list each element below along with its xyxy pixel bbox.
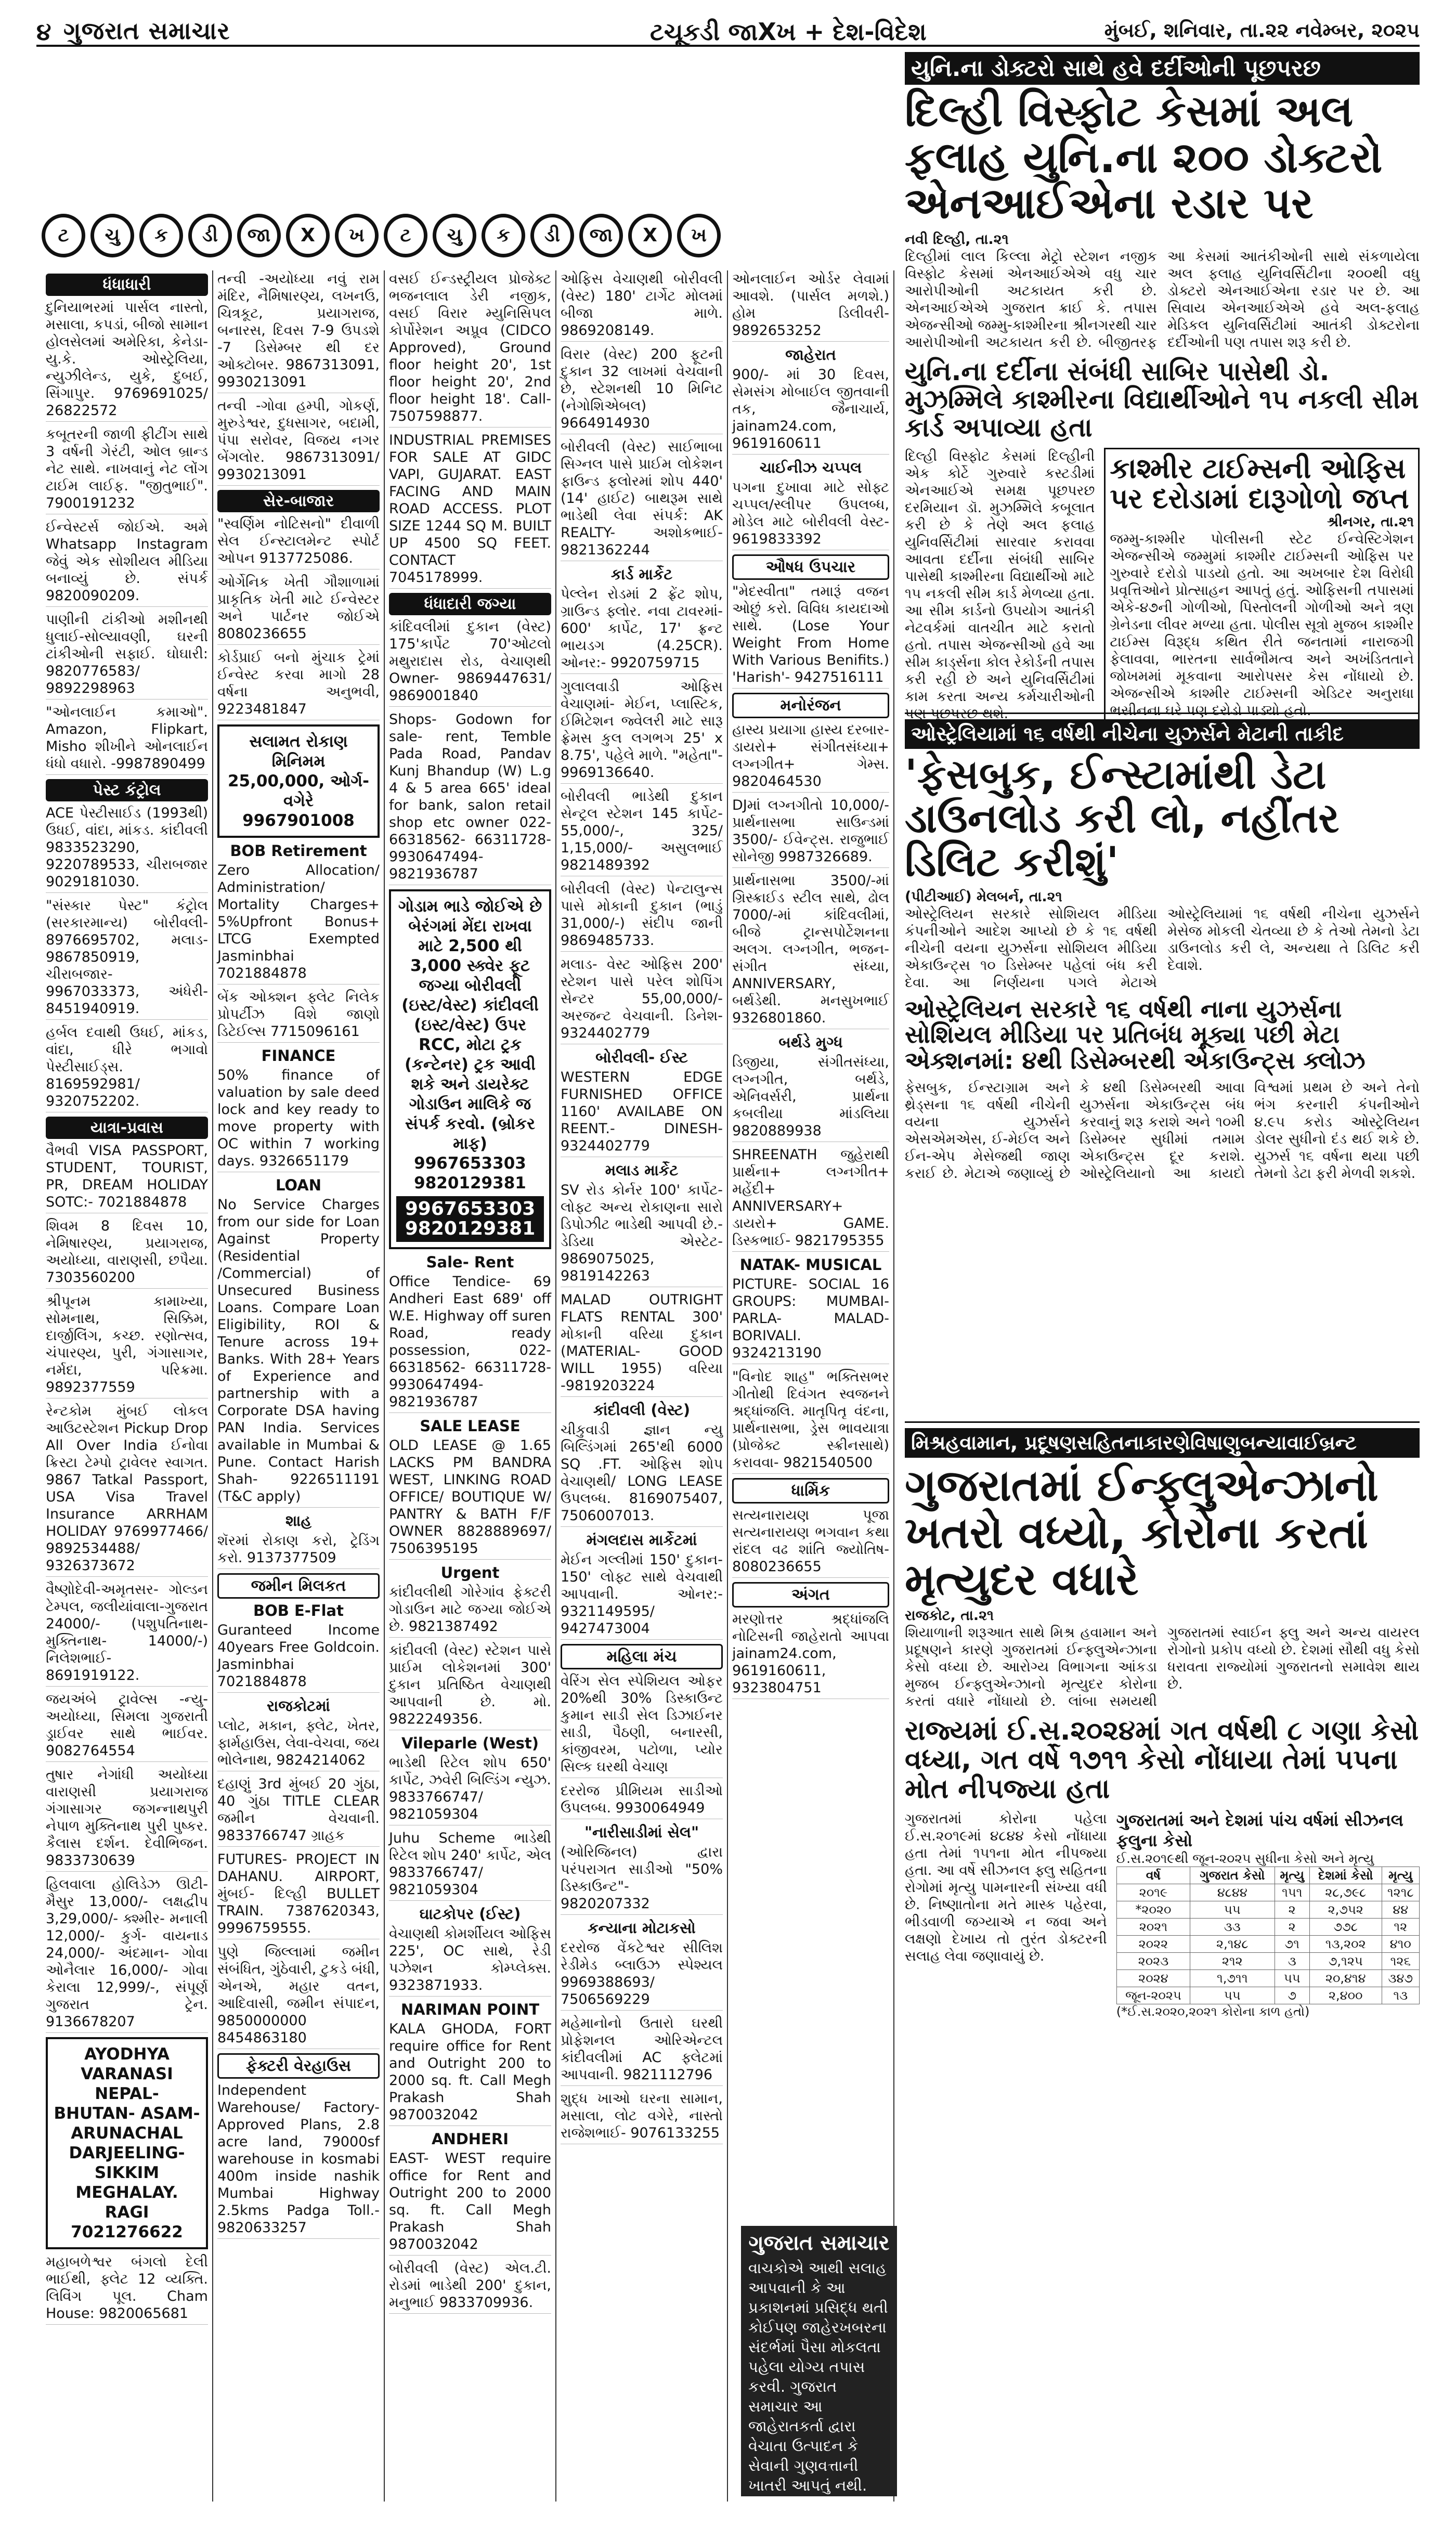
table-cell: ૧૨૧૮ — [1382, 1884, 1419, 1901]
classified-ad: વૈષ્ણોદેવી-અમૃતસર- ગોલ્ડન ટેમ્પલ, જલીયાંવાલા-ગુજરાત 24000/- (પશુપતિનાથ- મુક્તિનાથ- 14000/-) નિલેશભાઈ- 8691919122. — [46, 1581, 208, 1687]
table-cell: ૫૫ — [1190, 1901, 1275, 1918]
classified-ad: 900/- માં 30 દિવસ, સેમસંગ મોબાઈલ જીતવાની તક, જૈનાચાર્ય, jainam24.com, 9619160611 — [732, 366, 889, 455]
classified-ad: રેન્ટકોમ મુંબઈ લોકલ આઉટસ્ટેશન Pickup Drop All Over India ઈનોવા ક્રિસ્ટા ટેમ્પો ટ્રાવેલર સ્વાગત. 9867 Tatkal Passport, USA Visa Travel Insurance ARRHAM HOLIDAY 9769977466/ 9892534488/ 9326373672 — [46, 1403, 208, 1577]
table-header: મૃત્યુ — [1275, 1867, 1309, 1884]
classified-ad: હર્બલ દવાથી ઉધઈ, માંકડ, વાંદા, ધીરે ભગાવો પેસ્ટીસાઈડ્સ. 8169592981/ 9320752202. — [46, 1024, 208, 1112]
story-body: દિલ્હી વિસ્ફોટ કેસમાં દિલ્હીની એક કોર્ટે ગુરુવારે કસ્ટડીમાં એનઆઈએ સમક્ષ પૂછપરછ દરમિયાન ડૉ. મુઝમ્મિલે કબૂલાત કરી છે કે તેણે અલ ફલાહ યુનિવર્સિટીમાં સારવાર કરાવવા આવતા દર્દીના સંબંધી સાબિર પાસેથી કાશ્મીરના વિદ્યાર્થીઓ માટે ૧૫ નકલી સીમ કાર્ડ મેળવ્યા હતા. આ સીમ કાર્ડનો ઉપયોગ આતંકી નેટવર્કમાં વાતચીત માટે કરાતો હતો. તપાસ એજન્સીઓ હવે આ સીમ કાર્ડ્સના કોલ રેકોર્ડની તપાસ કરી રહી છે અને યુનિવર્સિટીમાં કામ કરતા અન્ય કર્મચારીઓની પણ પૂછપરછ થશે. — [905, 448, 1095, 722]
table-cell: ૧૨૬ — [1382, 1952, 1419, 1969]
box-title: BOB E-Flat — [253, 1602, 344, 1619]
table-row — [1116, 1987, 1419, 2004]
classified-ad: તન્વી -ગોવા હમ્પી, ગોકર્ણ, મુરુડેશ્વર, દુધસાગર, બદામી, પંપા સરોવર, વિજય નગર બેંગલોર. 9867313091/ 9930213091 — [217, 397, 380, 486]
classified-ad: વિરાર (વેસ્ટ) 200 ફૂટની દુકાન 32 લાખમાં વેચવાની છે, સ્ટેશનથી 10 મિનિટ (નેગોશિએબલ) 9664914930 — [561, 346, 723, 434]
story-body: દિલ્હીમાં લાલ કિલ્લા મેટ્રો સ્ટેશન નજીક વિસ્ફોટ કેસમાં એનઆઈએએ વધુ ચાર આરોપીઓની અટકાયત કરી છે. એનઆઈએએ ગુજરાત ક્રાઈ કે. તપાસ એજન્સીઓ જમ્મુ-કાશ્મીરના શ્રીનગરથી ચાર આરોપીઓની અટકાયત કરી છે. બીજીતરફ આ કેસમાં આતંકીઓની સાથે સંકળાયેલા અલ ફલાહ યુનિવર્સિટીના ૨૦૦થી વધુ ડોક્ટરો એનઆઈએના રડાર પર છે. આ સિવાય એનઆઈએએ હવે અલ-ફલાહ મેડિકલ યુનિવર્સિટીમાં આતંકી ડોક્ટરોના દર્દીઓની પણ તપાસ શરૂ કરી છે. — [905, 248, 1420, 351]
table-cell: ૨૦૧૯ — [1116, 1884, 1190, 1901]
news-story-4 — [905, 1428, 1420, 2499]
classified-ad: શિવમ 8 દિવસ 10, નેમિષારણ્ય, પ્રયાગરાજ, અયોધ્યા, વારાણસી, છપૈયા. 7303560200 — [46, 1217, 208, 1289]
table-cell: ૧૫૧ — [1275, 1884, 1309, 1901]
story-headline: 'ફેસબુક, ઈન્સ્ટામાંથી ડેટા ડાઉનલોડ કરી લો, નહીંતર ડિલિટ કરીશું' — [905, 751, 1340, 886]
category-header: ધંધાધારી — [46, 274, 208, 296]
table-cell: *૨૦૨૦ — [1116, 1901, 1190, 1918]
classified-ad: ઓફિસ વેચાણથી બોરીવલી (વેસ્ટ) 180' ટાર્ગેટ મોલમાં બીજા માળે. 9869208149. — [561, 270, 723, 342]
story-dateline: શ્રીનગર, તા.૨૧ — [1327, 514, 1414, 530]
category-header: Vileparle (West) — [401, 1734, 539, 1752]
banner-letter: X — [286, 214, 330, 257]
godown-box-ad — [389, 889, 551, 1249]
classified-ad: Independent Warehouse/ Factory- Approved Plans, 2.8 acre land, 79000sf warehouse in kosmabi 400m inside nashik Mumbai Highway 2.5kms Padga Toll.- 9820633257 — [217, 2082, 380, 2239]
category-header: કન્યાના મોટાકસો — [588, 1919, 696, 1937]
classified-column-3 — [385, 270, 556, 2502]
classified-ad: બોરીવલી ભાડેથી દુકાન સેન્ટ્રલ સ્ટેશન 145 કાર્પેટ- 55,000/-, 325/ 1,15,000/- અસુલભાઈ 9821489392 — [561, 788, 723, 876]
category-header: LOAN — [275, 1176, 322, 1194]
banner-letter: ચુ — [433, 214, 476, 257]
table-note: (*ઈ.સ.૨૦૨૦,૨૦૨૧ કોરોના કાળ હતો) — [1116, 2004, 1310, 2019]
story-kicker: યુનિ.ના ડોક્ટરો સાથે હવે દર્દીઓની પૂછપરછ — [905, 52, 1420, 85]
table-row — [1116, 1969, 1419, 1987]
banner-letter: જા — [579, 214, 623, 257]
table-header: દેશમાં કેસો — [1309, 1867, 1382, 1884]
table-cell: ૭,૧૨૫ — [1309, 1952, 1382, 1969]
table-cell: ૭ — [1275, 1987, 1309, 2004]
issue-date: મુંબઈ, શનિવાર, તા.૨૨ નવેમ્બર, ૨૦૨૫ — [1104, 19, 1420, 42]
story-headline: દિલ્હી વિસ્ફોટ કેસમાં અલ ફલાહ યુનિ.ના ૨૦૦ ડોક્ટરો એનઆઈએના રડાર પર — [905, 87, 1383, 229]
classified-ad: હાસ્ય પ્રયાગા હાસ્ય દરબાર- ડાયરો+ સંગીતસંધ્યા+ લગ્નગીત+ ગેમ્સ. 9820464530 — [732, 721, 889, 793]
banner-letter: ક — [139, 214, 183, 257]
classified-ad: FUTURES- PROJECT IN DAHANU. AIRPORT, મુંબઈ- દિલ્હી BULLET TRAIN. 7387620343, 9996759555. — [217, 1851, 380, 1939]
classified-ad: No Service Charges from our side for Loan Against Property (Residential /Commercial) of Unsecured Business Loans. Compare Loan Eligibility, ROI & Tenure across 19+ Banks. With 28+ Years of Experience and partnership with a Corporate DSA having PAN India. Services available in Mumbai & Pune. Contact Harish Shah- 9226511191 (T&C apply) — [217, 1196, 380, 1508]
category-header: SALE LEASE — [420, 1417, 521, 1435]
banner-letter: ક — [482, 214, 525, 257]
classified-ad: વૈભવી VISA PASSPORT, STUDENT, TOURIST, PR, DREAM HOLIDAY SOTC:- 7021884878 — [46, 1142, 208, 1213]
table-cell: ૭૭૮ — [1309, 1918, 1382, 1935]
masthead — [36, 16, 1420, 47]
classified-columns — [42, 270, 894, 2502]
classified-ad: દરરોજ પ્રીમિયમ સાડીઓ ઉપલબ્ધ. 9930064949 — [561, 1782, 723, 1819]
table-cell: ૪૪ — [1382, 1901, 1419, 1918]
section-title: ટચૂકડી જાXખ + દેશ-વિદેશ — [650, 18, 927, 46]
table-cell: ૩ — [1275, 1952, 1309, 1969]
story-body: ગુજરાતમાં કોરોના પહેલા ઈ.સ.૨૦૧૯માં ૪૮૪૪ કેસો નોંધાયા હતા તેમાં ૧૫૧ના મોત નીપજ્યા હતા. આ વર્ષે સીઝનલ ફ્લુ સહિતના રોગોમાં મૃત્યુ પામનારની સંખ્યા વધી છે. નિષ્ણાતોના મતે માસ્ક પહેરવા, ભીડવાળી જગ્યાએ ન જવા અને લક્ષણો દેખાય તો તુરંત ડોક્ટરની સલાહ લેવા જણાવાયું છે. — [905, 1810, 1107, 1964]
table-cell: ૭૧ — [1275, 1935, 1309, 1952]
banner-letter: ચુ — [90, 214, 134, 257]
table-cell: ૩૪૭ — [1382, 1969, 1419, 1987]
story-body: ફેસબુક, ઈન્સ્ટાગ્રામ અને થ્રેડ્સના ૧૬ વર્ષથી નીચેની વયના યુઝર્સને એસએમએસ, ઈ-મેઈલ અને ઈન-એપ મેસેજથી જાણ કરાઈ છે. મેટાએ જણાવ્યું છે કે ૪થી ડિસેમ્બરથી આવા યુઝર્સના એકાઉન્ટ્સ બંધ કરવાનું શરૂ કરાશે અને ૧૦મી ડિસેમ્બર સુધીમાં તમામ એકાઉન્ટ્સ દૂર કરાશે. ઓસ્ટ્રેલિયાનો આ કાયદો વિશ્વમાં પ્રથમ છે અને તેનો ભંગ કરનારી કંપનીઓને ૪.૯૫ કરોડ ઓસ્ટ્રેલિયન ડોલર સુધીનો દંડ થઈ શકે છે. યુઝર્સ ૧૬ વર્ષના થયા પછી તેમનો ડેટા ફરી મેળવી શકશે. — [905, 1079, 1420, 1182]
category-header: મહિલા મંચ — [561, 1644, 723, 1669]
banner-letter: ટ — [42, 214, 85, 257]
category-header: ધાર્મિક — [732, 1478, 889, 1504]
classified-ad: કાંદીવલીથી ગોરેગાંવ ફેક્ટરી ગોડાઉન માટે જગ્યા જોઈએ છે. 9821387492 — [389, 1584, 551, 1638]
table-row — [1116, 1952, 1419, 1969]
classified-ad: PICTURE- SOCIAL 16 GROUPS: MUMBAI- PARLA- MALAD- BORIVALI. 9324213190 — [732, 1276, 889, 1364]
classified-ad: જયઅંબે ટ્રાવેલ્સ -ન્યુ-અયોધ્યા, સિમલા ગુજરાતી ડ્રાઈવર સાથે ભાઈવર. 9082764554 — [46, 1691, 208, 1762]
classified-ad: બોરીવલી (વેસ્ટ) પેન્ટાલુન્સ પાસે મોકાની દુકાન (ભાડું 31,000/-) સંદીપ જાની 9869485733. — [561, 880, 723, 952]
story-body: શિયાળાની શરૂઆત સાથે મિશ્ર હવામાન અને પ્રદૂષણને કારણે ગુજરાતમાં ઈન્ફ્લુએન્ઝાના કેસો વધ્યા છે. આરોગ્ય વિભાગના આંકડા મુજબ ઈન્ફ્લુએન્ઝાનો મૃત્યુદર કોરોના કરતાં વધારે નોંધાયો છે. લાંબા સમયથી ગુજરાતમાં સ્વાઈન ફ્લુ અને અન્ય વાયરલ રોગોનો પ્રકોપ વધ્યો છે. દેશમાં સૌથી વધુ કેસો ધરાવતા રાજ્યોમાં ગુજરાતનો સમાવેશ થાય છે. — [905, 1625, 1420, 1710]
classified-ad: વેચાણથી કોમર્શીયલ ઓફિસ 225', OC સાથે, રેડી પઝેશન કોમ્પ્લેક્સ. 9323871933. — [389, 1925, 551, 1997]
table-cell: ૨,૧૪૮ — [1190, 1935, 1275, 1952]
category-header: "નારીસાડીમાં સેલ" — [584, 1823, 699, 1841]
category-header: પેસ્ટ કંટ્રોલ — [46, 779, 208, 801]
table-cell: ૨૮,૭૯૮ — [1309, 1884, 1382, 1901]
story-body: જમ્મુ-કાશ્મીર પોલીસની સ્ટેટ ઈન્વેસ્ટિગેશન એજન્સીએ જમ્મુમાં કાશ્મીર ટાઈમ્સની ઓફિસ પર ગુરુવારે દરોડો પાડયો હતો. આ અખબાર દેશ વિરોધી પ્રવૃત્તિઓને પ્રોત્સાહન આપતું હતું. ઓફિસની તપાસમાં એકે-૪૭ની ગોળીઓ, પિસ્તોલની ગોળીઓ અને ત્રણ ગ્રેનેડના લીવર મળ્યા હતા. પોલીસ સૂત્રો મુજબ કાશ્મીર ટાઈમ્સ વિરૂદ્ધ કથિત રીતે જનતામાં નારાજગી ફેલાવવા, ભારતના સાર્વભૌમત્વ અને અખંડિતતાને જોખમમાં મૂકવાના આરોપસર કેસ નોંધાયો છે. એજન્સીએ કાશ્મીર ટાઈમ્સની એડિટર અનુરાધા ભસીનના ઘરે પણ દરોડો પાડ્યો હતો. — [1110, 531, 1414, 719]
classified-ad: તુષાર નેગાંધી અયોધ્યા વારાણસી પ્રયાગરાજ ગંગાસાગર જગન્નાથપુરી નેપાળ મુક્તિનાથ પુરી પુષ્કર. કૈલાસ દર્શન. દેવીભિજન. 9833730639 — [46, 1766, 208, 1872]
classified-ad: બોરીવલી (વેસ્ટ) સાઈભાબા સિગ્નલ પાસે પ્રાઈમ લોકેશન ફાઉન્ડ ફલોરમાં શોપ 440' (14' હાઈટ) બાથરૂમ સાથે ભાડેથી લેવા સંપર્ક: AK REALTY- અશોકભાઈ- 9821362244 — [561, 438, 723, 561]
classified-ad: બેંક ઓક્શન ફ્લેટ નિલેક પ્રોપર્ટીઝ વિશે જાણો ડિટેઈલ્સ 7715096161 — [217, 989, 380, 1043]
travel-box-ad: AYODHYA VARANASI NEPAL- BHUTAN- ASAM- ARUNACHAL DARJEELING- SIKKIM MEGHALAY. RAGI 7021276622 — [46, 2037, 208, 2249]
notice-text: વાચકોએ આથી સલાહ આપવાની કે આ પ્રકાશનમાં પ્રસિદ્ધ થતી કોઈપણ જાહેરખબરના સંદર્ભમાં પૈસા મોકલતા પહેલા યોગ્ય તપાસ કરવી. ગુજરાત સમાચાર આ જાહેરાતકર્તા દ્વારા વેચાતા ઉત્પાદન કે સેવાની ગુણવત્તાની ખાતરી આપતું નથી. — [748, 2259, 888, 2494]
table-cell: ૧૨ — [1382, 1918, 1419, 1935]
classified-ad: SV રોડ કોર્નર 100' કાર્પેટ-લોફ્ટ અન્ય રોકાણના સારો ડિપોઝીટ ભાડેથી આપવી છે.- ડેડિયા એસ્ટેટ- 9869075025, 9819142263 — [561, 1182, 723, 1287]
classified-ad: હિલવાલા હોલિડેઝ ઊટી- મૈસુર 13,000/- લક્ષદ્વીપ 3,29,000/- ક્શ્મીર- મનાલી 12,000/- કુર્ગ- વાયનાડ 24,000/- અંદમાન- ગોવા ઓનૈલાર 16,000/- ગોવા કેરાલા 12,999/-, સંપૂર્ણ ગુજરાત ટ્રેન. 9136678207 — [46, 1876, 208, 2033]
classified-ad: WESTERN EDGE FURNISHED OFFICE 1160' AVAILABE ON REENT.- DINESH- 9324402779 — [561, 1069, 723, 1157]
classified-banner — [42, 203, 905, 268]
classified-ad: Shops- Godown for sale- rent, Temble Pada Road, Pandav Kunj Bhandup (W) L.g 4 & 5 area 665' ideal for bank, salon retail shop etc owner 022-66318562- 66311728- 9930647494- 9821936787 — [389, 711, 551, 885]
classified-ad: "ઓનલાઈન કમાઓ". Amazon, Flipkart, Misho શીખીને ઓનલાઈન ધંધો વધારો. -9987890499 — [46, 704, 208, 775]
category-header: સેર-બાજાર — [217, 490, 380, 512]
classified-column-1 — [42, 270, 213, 2502]
category-header: NARIMAN POINT — [400, 2001, 540, 2018]
table-cell: ૧૩ — [1382, 1987, 1419, 2004]
classified-ad: INDUSTRIAL PREMISES FOR SALE AT GIDC VAPI, GUJARAT. EAST FACING AND MAIN ROAD ACCESS. PLOT SIZE 1244 SQ M. BUILT UP 4500 SQ FEET. CONTACT 7045178999. — [389, 432, 551, 589]
story-subheadline: ઓસ્ટ્રેલિયન સરકારે ૧૬ વર્ષથી નાના યુઝર્સના સોશિયલ મીડિયા પર પ્રતિબંધ મૂક્યા પછી મેટા એક્શનમાં: ૪થી ડિસેમ્બરથી એકાઉન્ટ્સ ક્લોઝ — [905, 994, 1366, 1075]
table-cell: ૨૦૨૪ — [1116, 1969, 1190, 1987]
category-header: Sale- Rent — [426, 1253, 514, 1271]
classified-ad: SHREENATH જુહેરાથી પ્રાર્થના+ લગ્નગીત+ મહેંદી+ ANNIVERSARY+ ડાયરો+ GAME. ડિસ્કભાઈ- 9821795355 — [732, 1146, 889, 1252]
classified-ad: મહેમાનોનો ઉતારો ઘરથી પ્રોફેશનલ ઓરિએન્ટલ કાંદીવલીમાં AC ફ્લેટમાં આપવાની. 9821112796 — [561, 2015, 723, 2086]
reader-notice — [741, 2226, 897, 2496]
classified-column-4 — [556, 270, 728, 2502]
table-cell: ૪૮૪૪ — [1190, 1884, 1275, 1901]
category-header: મનોરંજન — [732, 693, 889, 718]
classified-ad: (ઓરિજિનલ) દ્વારા પરંપરાગત સાડીઓ "50% ડિસ્કાઉન્ટ"- 9820207332 — [561, 1844, 723, 1915]
classified-ad: ઈન્વેસ્ટર્સ જોઈએ. અમે Whatsapp Instagram જેવું એક સોશીયલ મીડિયા બનાવ્યું છે. સંપર્ક 9820090209. — [46, 519, 208, 607]
classified-ad: "મેદસ્વીતા" તમારૂં વજન ઓછું કરો. વિવિધ કાયદાઓ સાથે. (Lose Your Weight From Home With Various Benifits.) 'Harish'- 9427516111 — [732, 583, 889, 689]
category-header: ઔષધ ઉપચાર — [732, 554, 889, 580]
story-dateline: (પીટીઆઈ) મેલબર્ન, તા.૨૧ — [905, 888, 1062, 905]
category-header: બોરીવલી- ઈસ્ટ — [595, 1048, 688, 1066]
classified-ad: MALAD OUTRIGHT FLATS RENTAL 300' મોકાની વરિયા દુકાન (MATERIAL- GOOD WILL 1955) વરિયા -9819203224 — [561, 1291, 723, 1397]
classified-ad: Office Tendice- 69 Andheri East 689' off W.E. Highway off suren Road, ready possession, 022-66318562- 66311728- 9930647494- 9821936787 — [389, 1273, 551, 1413]
table-cell: ૨ — [1275, 1918, 1309, 1935]
table-row — [1116, 1884, 1419, 1901]
table-header: વર્ષ — [1116, 1867, 1190, 1884]
classified-ad: મેઈન ગલ્લીમાં 150' દુકાન- 150' લોફ્ટ સાથે વેચવાથી આપવાની. ઓનર:- 9321149595/ 9427473004 — [561, 1551, 723, 1640]
story-headline: કાશ્મીર ટાઈમ્સની ઓફિસ પર દરોડામાં દારૂગોળો જપ્ત — [1110, 451, 1409, 515]
classified-column-5 — [728, 270, 894, 2502]
table-cell: ૨ — [1275, 1901, 1309, 1918]
investment-box-ad: સલામત રોકાણ મિનિમમ 25,00,000, ઓર્ગ-વગેરે 9967901008 — [217, 724, 380, 838]
category-header: જમીન મિલકત — [217, 1573, 380, 1599]
story-kicker: મિશ્રહવામાન, પ્રદૂષણસહિતનાકારણેવિષાણુબન્યાવાઈબ્રન્ટ — [905, 1428, 1420, 1458]
table-cell: ૫૫ — [1190, 1987, 1275, 2004]
table-cell: ૨,૭૫૨ — [1309, 1901, 1382, 1918]
classified-ad: શ્રીપૂનમ કામાખ્યા, સોમનાથ, સિક્કિમ, દાર્જીલિંગ, કચ્છ. રણોત્સવ, ચંપારણ્ય, પુરી, ગંગાસાગર, નર્મદા, પરિક્રમા. 9892377559 — [46, 1293, 208, 1398]
classified-ad: પુણે જિલ્લામાં જમીન સંબંધિત, ગુંઠેવારી, ટુકડે બંધી, એનએ, મહાર વતન, આદિવાસી, જમીન સંપાદન, 9850000000 8454863180 — [217, 1943, 380, 2049]
classified-ad: ગુલાલવાડી ઓફિસ વેચાણમાં- મેઈન, પ્લાસ્ટિક, ઈમિટેશન જ્વેલરી માટે સારૂ ફ્રેમસ કુલ લગભગ 25' x 8.75', પહેલે માળે. "મહેતા"- 9969136640. — [561, 678, 723, 784]
category-header: જાહેરાત — [785, 346, 836, 364]
classified-ad: ઓનલાઈન ઓર્ડર લેવામાં આવશે. (પાર્સલ મળશે.) હોમ ડિલીવરી- 9892653252 — [732, 270, 889, 342]
classified-ad: તન્વી -અયોધ્યા નવું રામ મંદિર, નૈમિષારણ્ય, લખનઉ, ચિત્રકૂટ, પ્રયાગરાજ, બનારસ, દિવસ 7-9 ઉપડશે -7 ડિસેમ્બર થી દર ઓક્ટોબર. 9867313091, 9930213091 — [217, 270, 380, 393]
classified-ad: દરરોજ વેંકટેશ્વર સીલિશ રેડીમેડ બ્લાઉઝ સ્પેશ્યલ 9969388693/ 7506569229 — [561, 1939, 723, 2011]
classified-ad: ACE પેસ્ટીસાઈડ (1993થી) ઉધઈ, વાંદા, માંકડ. કાંદીવલી 9833523290, 9220789533, ચીરાબજાર 9029181030. — [46, 805, 208, 893]
table-header: મૃત્યુ — [1382, 1867, 1419, 1884]
classified-ad: ઓર્ગેનિક ખેતી ગૌશાળામાં પ્રાકૃતિક ખેતી માટે ઈન્વેસ્ટર અને પાર્ટનર જોઈએ 8080236655 — [217, 574, 380, 645]
category-header: ચાઈનીઝ ચપ્પલ — [759, 459, 862, 476]
classified-ad: કબૂતરની જાળી ફીટીંગ સાથે 3 વર્ષની ગેરંટી, ઓલ બ્રાન્ડ નેટ સાથે. નાખવાનું નેટ લોંગ ટાઈમ લાઈફ. "જીતુભાઈ". 7900191232 — [46, 426, 208, 514]
classified-ad: 50% finance of valuation by sale deed lock and key ready to move property with OC within 7 working days. 9326651179 — [217, 1067, 380, 1172]
classified-ad: "વિનોદ શાહ" ભક્તિસભર ગીતોથી દિવંગત સ્વજનને શ્રદ્ધાંજલિ. માતૃપિતૃ વંદના, પ્રાર્થનાસભા, ડ્રેસ ભાવયાત્રા (પ્રોજેક્ટ સ્ક્રીનસાથે) કરાવવા- 9821540500 — [732, 1368, 889, 1474]
category-header: ANDHERI — [432, 2130, 509, 2148]
table-cell: ૧,૭૧૧ — [1190, 1969, 1275, 1987]
category-header: બર્થડે મુગ્ધ — [778, 1033, 843, 1051]
classified-ad: ડિજીયા, સંગીતસંધ્યા, લગ્નગીત, બર્થડે, એનિવર્સરી, પ્રાર્થના કબલીયા માંડલિયા 9820889938 — [732, 1054, 889, 1142]
classified-ad: DJમાં લગ્નગીતો 10,000/- પ્રાર્થનાસભા સાઉન્ડમાં 3500/- ઈવેન્ટ્સ. રાજુભાઈ સોનેજી 9987326689. — [732, 797, 889, 868]
banner-letter: જા — [237, 214, 281, 257]
banner-letter: X — [628, 214, 672, 257]
classified-ad: પેલ્લેન રોડમાં 2 ફ્રેંટ શોપ, ગ્રાઉન્ડ ફ્લોર. નવા ટાવરમાં- 600' કાર્પેટ, 17' ફ્રન્ટ ભાયડગ (4.25CR). ઓનર:- 9920759715 — [561, 586, 723, 674]
table-cell: ૩૩ — [1190, 1918, 1275, 1935]
category-header: ધંધાદારી જગ્યા — [389, 593, 551, 615]
notice-title: ગુજરાત સમાચાર — [748, 2231, 890, 2255]
flu-table-box — [1116, 1810, 1420, 2019]
category-header: મંગલદાસ માર્કેટમાં — [586, 1531, 697, 1549]
classified-ad: સત્યનારાયણ પૂજા સત્યનારાયણ ભગવાન કથા રાંદલ વઢ શાંતિ જ્યોતિષ- 8080236655 — [732, 1507, 889, 1578]
banner-letter: ડી — [530, 214, 574, 257]
category-header: FINANCE — [261, 1047, 336, 1065]
classified-ad: વસઈ ઈન્ડસ્ટ્રીયલ પ્રોજેક્ટ ભજનલાલ ડેરી નજીક, વસઈ વિરાર મ્યુનિસિપલ કોર્પોરેશન અપ્રૂવ (CIDCO Approved), Ground floor height 20', 1st floor height 20', 2nd floor height 18'. Call- 7507598877. — [389, 270, 551, 427]
category-header: Urgent — [440, 1564, 500, 1582]
story-subheadline: રાજ્યમાં ઈ.સ.૨૦૨૪માં ગત વર્ષથી ૮ ગણા કેસો વધ્યા, ગત વર્ષે ૧૭૧૧ કેસો નોંધાયા તેમાં ૫૫ના મોત નીપજ્યા હતા — [905, 1715, 1419, 1805]
story-dateline: નવી દિલ્હી, તા.૨૧ — [905, 231, 1009, 248]
category-header: ઘાટકોપર (ઈસ્ટ) — [419, 1905, 521, 1923]
classified-ad: મહાબળેશ્વર બંગલો દેલી ભાઈથી, ફ્લેટ 12 વ્યક્તિ. લિવિંગ પૂલ. Cham House: 9820065681 — [46, 2253, 208, 2325]
classified-ad: બોરીવલી (વેસ્ટ) એલ.ટી. રોડમાં ભાડેથી 200' દુકાન, મનુભાઈ 9833709936. — [389, 2260, 551, 2314]
table-intro: ઈ.સ.૨૦૧૯થી જૂન-૨૦૨૫ સુધીના કેસો અને મૃત્યુ — [1116, 1850, 1374, 1866]
godown-phone: 9967653303 9820129381 — [396, 1196, 544, 1242]
flu-cases-table — [1116, 1867, 1420, 2004]
classified-column-2 — [213, 270, 385, 2502]
table-cell: ૨૧૨ — [1190, 1952, 1275, 1969]
banner-letter: ડી — [188, 214, 232, 257]
category-header: ફેક્ટરી વેરહાઉસ — [217, 2053, 380, 2079]
classified-ad: કાંદિવલીમાં દુકાન (વેસ્ટ) 175'કાર્પેટ 70'ઓટલો મથુરાદાસ રોડ, વેચાણથી Owner- 9869447631/ 9869001840 — [389, 618, 551, 707]
classified-ad: વેરિંગ સેલ સ્પેશિયલ ઓફર 20%થી 30% ડિસ્કાઉન્ટ કુમાન સાડી સેલ ડિઝાઈનર સાડી, પૈઠણી, બનારસી, કાંજીવરમ, પટોળા, પ્યોર સિલ્ક ઘરથી વેચાણ — [561, 1673, 723, 1778]
table-cell: જૂન-૨૦૨૫ — [1116, 1987, 1190, 2004]
table-cell: ૨૦૨૨ — [1116, 1935, 1190, 1952]
table-header: ગુજરાત કેસો — [1190, 1867, 1275, 1884]
page-number: ૪ — [36, 18, 51, 46]
classified-ad: મલાડ- વેસ્ટ ઓફિસ 200' સ્ટેશન પાસે પરેલ શોપિંગ સેન્ટર 55,00,000/- અરજન્ટ વેચવાની. ડિનેશ- 9324402779 — [561, 956, 723, 1044]
newspaper-logo: ગુજરાત સમાચાર — [63, 17, 230, 45]
story-body: ઓસ્ટ્રેલિયન સરકારે સોશિયલ મીડિયા કંપનીઓને આદેશ આપ્યો છે કે ૧૬ વર્ષથી નીચેની વયના યુઝર્સના સોશિયલ મીડિયા એકાઉન્ટ્સ ૧૦ ડિસેમ્બર પહેલાં બંધ કરી દેવા. આ નિર્ણયના પગલે મેટાએ ઓસ્ટ્રેલિયામાં ૧૬ વર્ષથી નીચેના યુઝર્સને મેસેજ મોકલી ચેતવ્યા છે કે તેઓ તેમનો ડેટા ડાઉનલોડ કરી લે, અન્યથા તે ડિલિટ કરી દેવાશે. — [905, 905, 1420, 991]
classified-ad: મરણોત્તર શ્રદ્ધાંજલિ નોટિસની જાહેરાતો આપવા jainam24.com, 9619160611, 9323804751 — [732, 1611, 889, 1699]
table-cell: ૨,૪૦૦ — [1309, 1987, 1382, 2004]
story-headline: ગુજરાતમાં ઈન્ફ્લુએન્ઝાનો ખતરો વધ્યો, કોરોના કરતાં મૃત્યુદર વધારે — [905, 1460, 1379, 1605]
classified-ad: પગના દુખાવા માટે સોફ્ટ ચપ્પલ/સ્લીપર ઉપલબ્ધ, મોડેલ માટે બોરીવલી વેસ્ટ- 9619833392 — [732, 479, 889, 550]
table-row — [1116, 1935, 1419, 1952]
classified-ad: Zero Allocation/ Administration/ Mortality Charges+ 5%Upfront Bonus+ LTCG Exempted Jasminbhai 7021884878 — [217, 862, 380, 984]
category-header: યાત્રા-પ્રવાસ — [46, 1117, 208, 1139]
box-title: BOB Retirement — [230, 842, 367, 860]
news-story-1 — [905, 52, 1420, 722]
classified-ad: દુનિયાભરમાં પાર્સલ નાસ્તો, મસાલા, કપડાં, બીજો સામાન હોલસેલમાં અમેરિકા, કેનેડા-યુ.કે. ઓસ્ટ્રેલિયા, ન્યુઝીલેન્ડ, યુકે, દુબઈ, સિંગાપુર. 9769691025/ 26822572 — [46, 299, 208, 422]
classified-ad: કાંદીવલી (વેસ્ટ) સ્ટેશન પાસે પ્રાઈમ લોકેશનમાં 300' દુકાન પ્રતિષ્ઠિત વેચાણથી આપવાની છે. મો. 9822249356. — [389, 1642, 551, 1730]
classified-ad: "સ્વર્ણિમ નોટિસનો" દીવાળી સેલ ઈન્સ્ટાલમેન્ટ સ્પોર્ટ ઓપન 9137725086. — [217, 515, 380, 569]
news-story-2 — [1104, 448, 1420, 725]
banner-letter: ખ — [677, 214, 721, 257]
classified-ad: Guranteed Income 40years Free Goldcoin. Jasminbhai 7021884878 — [217, 1622, 380, 1693]
classified-ad: ચીકુવાડી જ્ઞાન ન્યુ બિલ્ડિંગમાં 265'થી 6000 SQ .FT. ઓફિસ શોપ વેચાણથી/ LONG LEASE ઉપલબ્ધ. 8169075407, 7506007013. — [561, 1421, 723, 1527]
story-subheadline: યુનિ.ના દર્દીના સંબંધી સાબિર પાસેથી ડો. મુઝમ્મિલે કાશ્મીરના વિદ્યાર્થીઓને ૧૫ નકલી સીમ કાર્ડ અપાવ્યા હતા — [905, 356, 1419, 443]
table-row — [1116, 1901, 1419, 1918]
table-cell: ૨૦૨૧ — [1116, 1918, 1190, 1935]
category-header: રાજકોટમાં — [267, 1697, 330, 1715]
table-cell: ૨૦૨૩ — [1116, 1952, 1190, 1969]
banner-letter: ટ — [384, 214, 427, 257]
table-cell: ૪૧૦ — [1382, 1935, 1419, 1952]
category-header: મલાડ માર્કેટ — [605, 1161, 679, 1179]
story-kicker: ઓસ્ટ્રેલિયામાં ૧૬ વર્ષથી નીચેના યુઝર્સને મેટાની તાકીદ — [905, 719, 1420, 749]
classified-ad: શુદ્ધ ખાઓ ઘરના સામાન, મસાલા, લોટ વગેરે, નાસ્તો રાજેશભાઈ- 9076133255 — [561, 2090, 723, 2144]
classified-ad: "સંસ્કાર પેસ્ટ" કંટ્રોલ (સરકારમાન્ય) બોરીવલી- 8976695702, મલાડ- 9867850919, ચીરાબજાર- 9967033373, અંધેરી- 8451940919. — [46, 897, 208, 1020]
godown-text: ગોડામ ભાડે જોઈએ છે બેરંગમાં મેંદા રાખવા માટે 2,500 થી 3,000 સ્ક્વેર ફૂટ જગ્યા બોરીવલી (ઇસ્ટ/વેસ્ટ) કાંદીવલી (ઇસ્ટ/વેસ્ટ) ઉપર RCC, મોટા ટ્રક (કન્ટેનર) ટ્રક આવી શકે અને ડાયરેક્ટ ગોડાઉન માલિકે જ સંપર્ક કરવો. (બ્રોકર માફ) 9967653303 9820129381 — [398, 897, 542, 1193]
category-header: NATAK- MUSICAL — [739, 1256, 882, 1274]
category-header: શાહ — [285, 1512, 312, 1530]
table-cell: ૨૦,૪૧૪ — [1309, 1969, 1382, 1987]
news-story-3 — [905, 719, 1420, 1416]
classified-ad: પ્લોટ, મકાન, ફ્લેટ, ખેતર, ફાર્મહાઉસ, લેવા-વેચવા, જય ભોલેનાથ, 9824214062 — [217, 1717, 380, 1771]
table-cell: ૧૩,૨૦૨ — [1309, 1935, 1382, 1952]
category-header: અંગત — [732, 1582, 889, 1608]
table-row — [1116, 1918, 1419, 1935]
category-header: કાર્ડ માર્કેટ — [610, 565, 673, 583]
classified-ad: પ્રાર્થનાસભા 3500/-માં ગ્રિસ્ક્રાઈડ સ્ટીલ સાથે, ઢોલ 7000/-માં કાંદિવલીમાં, બીજે ટ્રાન્સપોર્ટેશનના અલગ. લગ્નગીત, ભજન- સંગીત સંધ્યા, ANNIVERSARY, બર્થડેથી. મનસુખભાઈ 9326801860. — [732, 872, 889, 1029]
story-dateline: રાજકોટ, તા.૨૧ — [905, 1608, 994, 1624]
classified-ad: Juhu Scheme ભાડેથી રિટેલ શોપ 240' કાર્પેટ, એલ 9833766747/ 9821059304 — [389, 1830, 551, 1901]
category-header: કાંદીવલી (વેસ્ટ) — [593, 1401, 691, 1419]
news-section — [905, 52, 1420, 2512]
classified-ad: ભાડેથી રિટેલ શોપ 650' કાર્પેટ, ઝવેરી બિલ્ડિંગ ન્યુઝ. 9833766747/ 9821059304 — [389, 1754, 551, 1825]
classified-ad: પાણીની ટાંકીઓ મશીનથી ધુલાઈ-સોલ્યાવણી, ઘરની ટાંકીઓની સફાઈ. ઘોઘારી: 9820776583/ 9892298963 — [46, 611, 208, 699]
classified-ad: EAST- WEST require office for Rent and Outright 200 to 2000 sq. ft. Call Megh Prakash Shah 9870032042 — [389, 2150, 551, 2256]
classified-ad: દહાણું 3rd મુંબઈ 20 ગુંઠા, 40 ગુંઠા TITLE CLEAR જમીન વેચવાની. 9833766747 ગ્રાહક — [217, 1776, 380, 1847]
table-title: ગુજરાતમાં અને દેશમાં પાંચ વર્ષમાં સીઝનલ ફલુના કેસો — [1116, 1810, 1403, 1850]
classified-ad: KALA GHODA, FORT require office for Rent and Outright 200 to 2000 sq. ft. Call Megh Prakash Shah 9870032042 — [389, 2020, 551, 2126]
classified-ad: કોર્ડપ્રાઈ બનો મુંચાક ટ્રેમાં ઈન્વેસ્ટ કરવા માગો 28 વર્ષના અનુભવી, 9223481847 — [217, 649, 380, 720]
classified-ad: OLD LEASE @ 1.65 LACKS PM BANDRA WEST, LINKING ROAD OFFICE/ BOUTIQUE W/ PANTRY & BATH F/F OWNER 8828889697/ 7506395195 — [389, 1437, 551, 1560]
classified-ad: શૅરમાં રોકાણ કરો, ટ્રેડિંગ કરો. 9137377509 — [217, 1532, 380, 1569]
table-cell: ૫૫ — [1275, 1969, 1309, 1987]
banner-letter: ખ — [335, 214, 379, 257]
